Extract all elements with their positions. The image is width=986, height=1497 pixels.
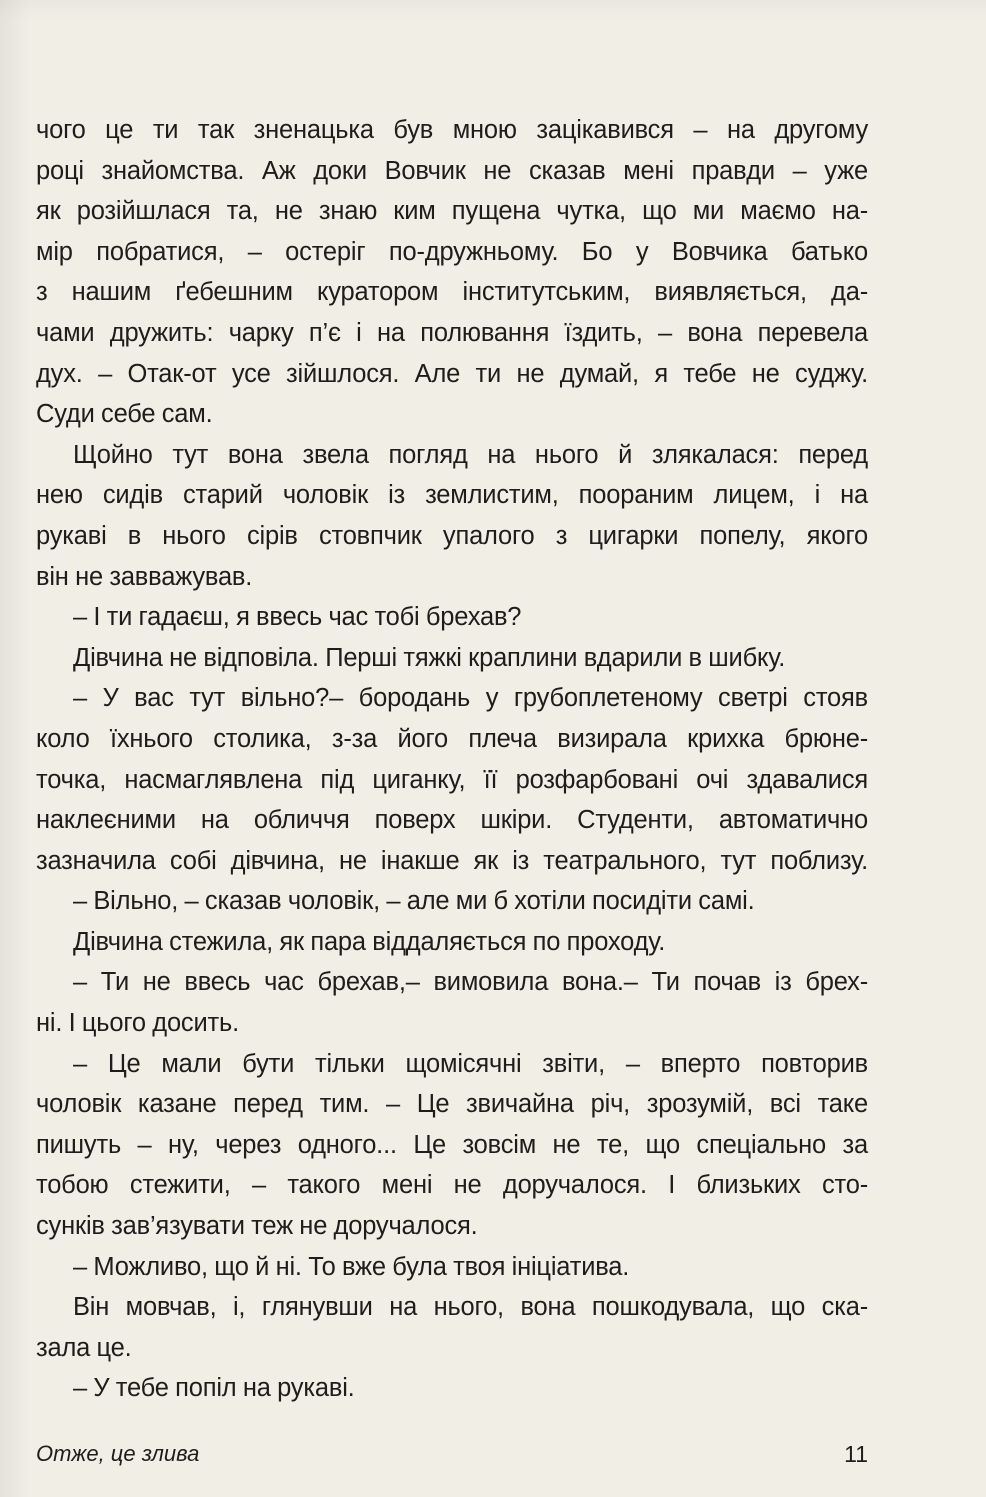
text-line: з нашим ґебешним куратором інститутським, виявляється, да-	[36, 278, 868, 307]
text-line: зазначила собі дівчина, не інакше як із театрального, тут поблизу.	[36, 846, 868, 875]
text-line: році знайомства. Аж доки Вовчик не сказав мені правди – уже	[36, 156, 868, 185]
text-line: Дівчина не відповіла. Перші тяжкі краплини вдарили в шибку.	[73, 643, 786, 672]
text-line: Дівчина стежила, як пара віддаляється по проходу.	[73, 927, 666, 956]
text-line: Суди себе сам.	[36, 400, 213, 429]
text-line: точка, насмаглявлена під циганку, її розфарбовані очі здавалися	[36, 765, 868, 794]
text-line: – Ти не ввесь час брехав,– вимовила вона.– Ти почав із брех-	[73, 968, 868, 997]
page-body-text	[36, 110, 868, 1409]
text-line: Щойно тут вона звела погляд на нього й злякалася: перед	[73, 440, 868, 469]
text-line: тобою стежити, – такого мені не доручалося. І близьких сто-	[36, 1171, 868, 1200]
page-number: 11	[844, 1441, 868, 1467]
text-line: – У тебе попіл на рукаві.	[73, 1374, 355, 1403]
text-line: мір побратися, – остеріг по-дружньому. Бо у Вовчика батько	[36, 237, 868, 266]
text-line: – І ти гадаєш, я ввесь час тобі брехав?	[73, 603, 522, 632]
text-line: – Це мали бути тільки щомісячні звіти, – вперто повторив	[73, 1049, 868, 1078]
text-line: наклеєними на обличчя поверх шкіри. Студенти, автоматично	[36, 806, 868, 835]
text-line: Він мовчав, і, глянувши на нього, вона пошкодувала, що ска-	[73, 1293, 868, 1322]
text-line: сунків зав’язувати теж не доручалося.	[36, 1212, 478, 1241]
text-line: ні. І цього досить.	[36, 1009, 239, 1038]
text-line: нею сидів старий чоловік із землистим, пooраним лицем, і на	[36, 481, 868, 510]
text-line: – У вас тут вільно?– бородань у грубоплетеному светрі стояв	[73, 684, 868, 713]
text-line: пишуть – ну, через одного... Це зовсім не те, що спеціально за	[36, 1130, 868, 1159]
text-line: чоловік казане перед тим. – Це звичайна річ, зрозумій, всі таке	[36, 1090, 868, 1119]
text-line: зала це.	[36, 1333, 132, 1362]
text-line: – Можливо, що й ні. То вже була твоя ініціатива.	[73, 1252, 630, 1281]
text-line: коло їхнього столика, з-за його плеча визирала крихка брюне-	[36, 724, 868, 753]
text-line: чами дружить: чарку п’є і на полювання їздить, – вона перевела	[36, 318, 868, 347]
text-line: рукаві в нього сірів стовпчик упалого з цигарки попелу, якого	[36, 521, 868, 550]
running-head: Отже, це злива	[36, 1441, 200, 1466]
text-line: – Вільно, – сказав чоловік, – але ми б хотіли посидіти самі.	[73, 887, 755, 916]
text-line: як розійшлася та, не знаю ким пущена чутка, що ми маємо на-	[36, 197, 868, 226]
page-footer	[36, 1436, 868, 1472]
text-line: дух. – Отак-от усе зійшлося. Але ти не думай, я тебе не суджу.	[36, 359, 868, 388]
text-line: він не завважував.	[36, 562, 253, 591]
text-line: чого це ти так зненацька був мною зацікавився – на другому	[36, 116, 868, 144]
